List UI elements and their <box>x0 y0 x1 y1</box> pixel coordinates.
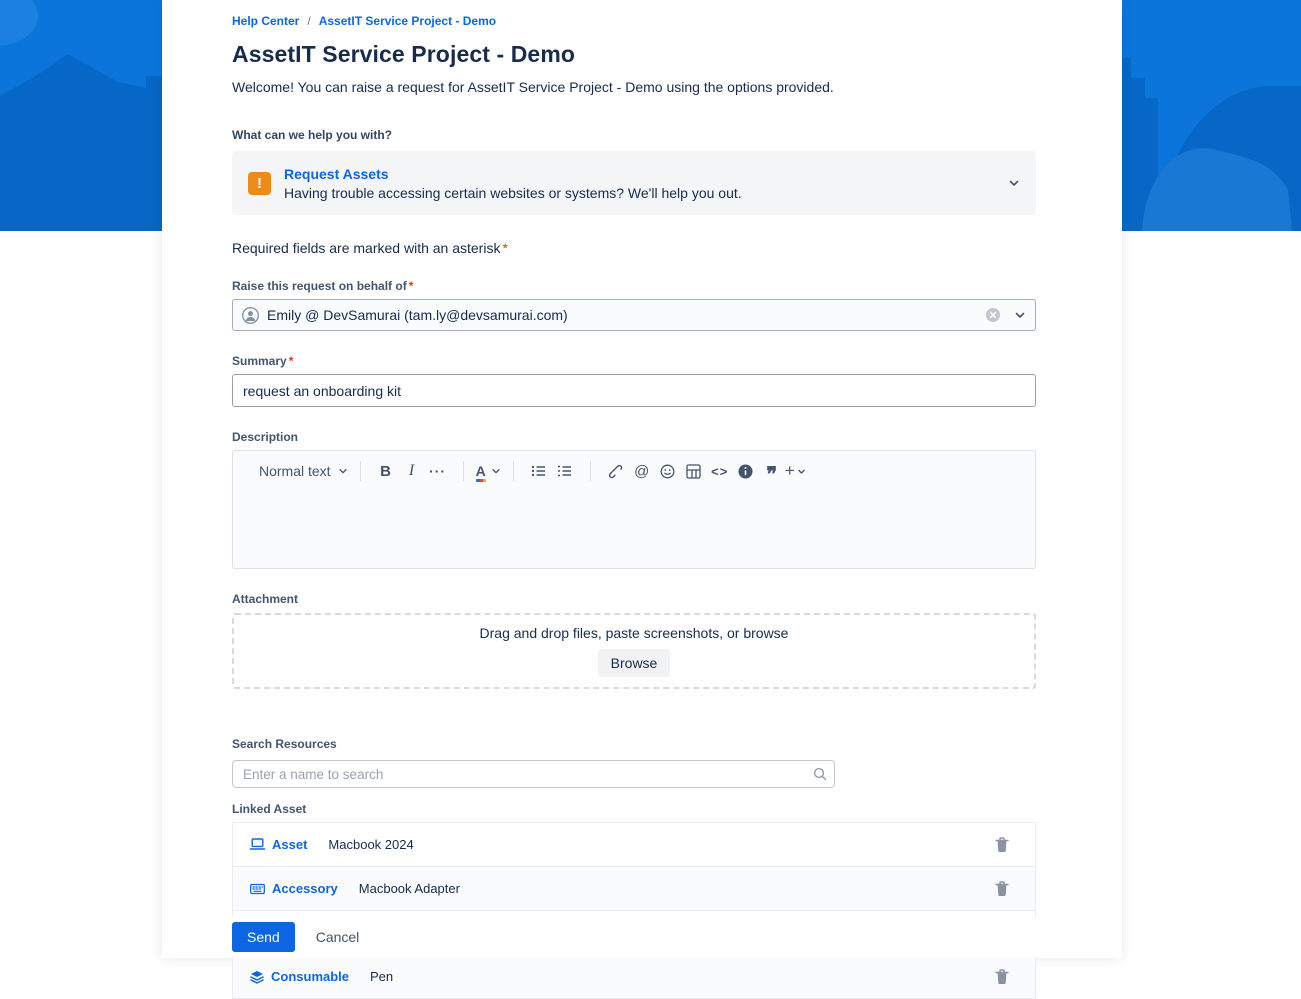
attachment-dropzone[interactable] <box>232 613 1036 689</box>
table-row-asset <box>233 823 1035 867</box>
browse-button[interactable]: Browse <box>598 649 671 677</box>
code-icon[interactable]: <> <box>711 463 729 479</box>
banner-right-art <box>1122 0 1301 231</box>
chevron-down-icon[interactable] <box>1008 177 1020 189</box>
linked-asset-label: Linked Asset <box>232 802 307 816</box>
toolbar-divider <box>513 461 514 481</box>
attachment-label: Attachment <box>232 592 299 606</box>
page-title: AssetIT Service Project - Demo <box>232 41 576 67</box>
behalf-select[interactable] <box>232 299 1036 331</box>
chevron-down-icon[interactable] <box>1014 309 1026 321</box>
request-type-title[interactable]: Request Assets <box>284 165 389 182</box>
trash-icon[interactable] <box>995 837 1009 853</box>
content-panel <box>162 0 1122 984</box>
breadcrumb-project[interactable]: AssetIT Service Project - Demo <box>318 14 497 28</box>
trash-icon[interactable] <box>995 881 1009 897</box>
toolbar-divider <box>463 461 464 481</box>
search-resources-label: Search Resources <box>232 737 337 751</box>
asterisk: * <box>288 354 294 368</box>
description-editor[interactable] <box>232 450 1036 569</box>
bold-icon[interactable]: B <box>380 462 391 480</box>
request-type-section-label: What can we help you with? <box>232 128 393 142</box>
table-row-consumable <box>233 955 1035 999</box>
toolbar-divider <box>590 461 591 481</box>
bullet-list-icon[interactable] <box>526 464 552 478</box>
quote-icon[interactable]: ❞ <box>766 464 778 486</box>
link-icon[interactable] <box>603 464 629 479</box>
attachment-hint: Drag and drop files, paste screenshots, or browse <box>479 625 789 641</box>
search-icon <box>813 767 827 781</box>
info-panel-icon[interactable] <box>733 464 759 479</box>
layers-icon <box>250 970 264 984</box>
editor-toolbar <box>233 451 1035 491</box>
welcome-text: Welcome! You can raise a request for AssetIT Service Project - Demo using the options provided. <box>232 79 834 95</box>
clear-x-icon[interactable] <box>985 307 1001 323</box>
text-color-icon[interactable]: A <box>476 463 501 479</box>
trash-icon[interactable] <box>995 969 1009 985</box>
toolbar-divider <box>360 461 361 481</box>
numbered-list-icon[interactable] <box>552 464 578 478</box>
send-button[interactable]: Send <box>232 922 295 952</box>
request-type-description: Having trouble accessing certain websites or systems? We'll help you out. <box>284 184 742 201</box>
banner-left-art <box>0 0 162 231</box>
behalf-value: Emily @ DevSamurai (tam.ly@devsamurai.com) <box>267 307 568 323</box>
text-style-dropdown[interactable]: Normal text <box>259 463 348 479</box>
asterisk: * <box>408 279 414 293</box>
linked-asset-table <box>232 822 1036 999</box>
asset-name: Pen <box>370 969 394 984</box>
summary-input[interactable] <box>232 374 1036 407</box>
asset-type-link[interactable]: Asset <box>250 837 307 852</box>
keyboard-icon <box>250 883 265 895</box>
laptop-icon <box>250 838 265 851</box>
description-label: Description <box>232 430 299 444</box>
breadcrumb-separator: / <box>307 14 311 28</box>
search-input[interactable] <box>232 760 835 788</box>
insert-more-icon[interactable]: + <box>785 461 806 481</box>
form-footer <box>162 917 1122 958</box>
accessory-type-link[interactable]: Accessory <box>250 881 338 896</box>
description-content-area[interactable] <box>233 491 1035 569</box>
table-icon[interactable] <box>681 464 707 479</box>
exclamation-icon: ! <box>248 172 271 195</box>
request-type-card[interactable] <box>232 151 1036 215</box>
asterisk: * <box>502 240 508 256</box>
breadcrumb <box>232 0 1036 28</box>
table-row-accessory <box>233 867 1035 911</box>
behalf-label: Raise this request on behalf of * <box>232 279 414 293</box>
consumable-type-link[interactable]: Consumable <box>250 969 349 984</box>
asset-name: Macbook Adapter <box>358 881 460 896</box>
italic-icon[interactable]: I <box>408 462 415 479</box>
emoji-icon[interactable] <box>655 464 681 479</box>
cancel-button[interactable]: Cancel <box>314 922 362 952</box>
summary-label: Summary * <box>232 354 294 368</box>
asset-name: Macbook 2024 <box>328 837 414 852</box>
required-fields-note: Required fields are marked with an asterisk * <box>232 240 508 256</box>
mention-icon[interactable]: @ <box>634 462 650 480</box>
breadcrumb-help-center[interactable]: Help Center <box>232 14 300 28</box>
more-formatting-icon[interactable]: ··· <box>429 463 447 479</box>
user-avatar-icon <box>242 307 259 324</box>
